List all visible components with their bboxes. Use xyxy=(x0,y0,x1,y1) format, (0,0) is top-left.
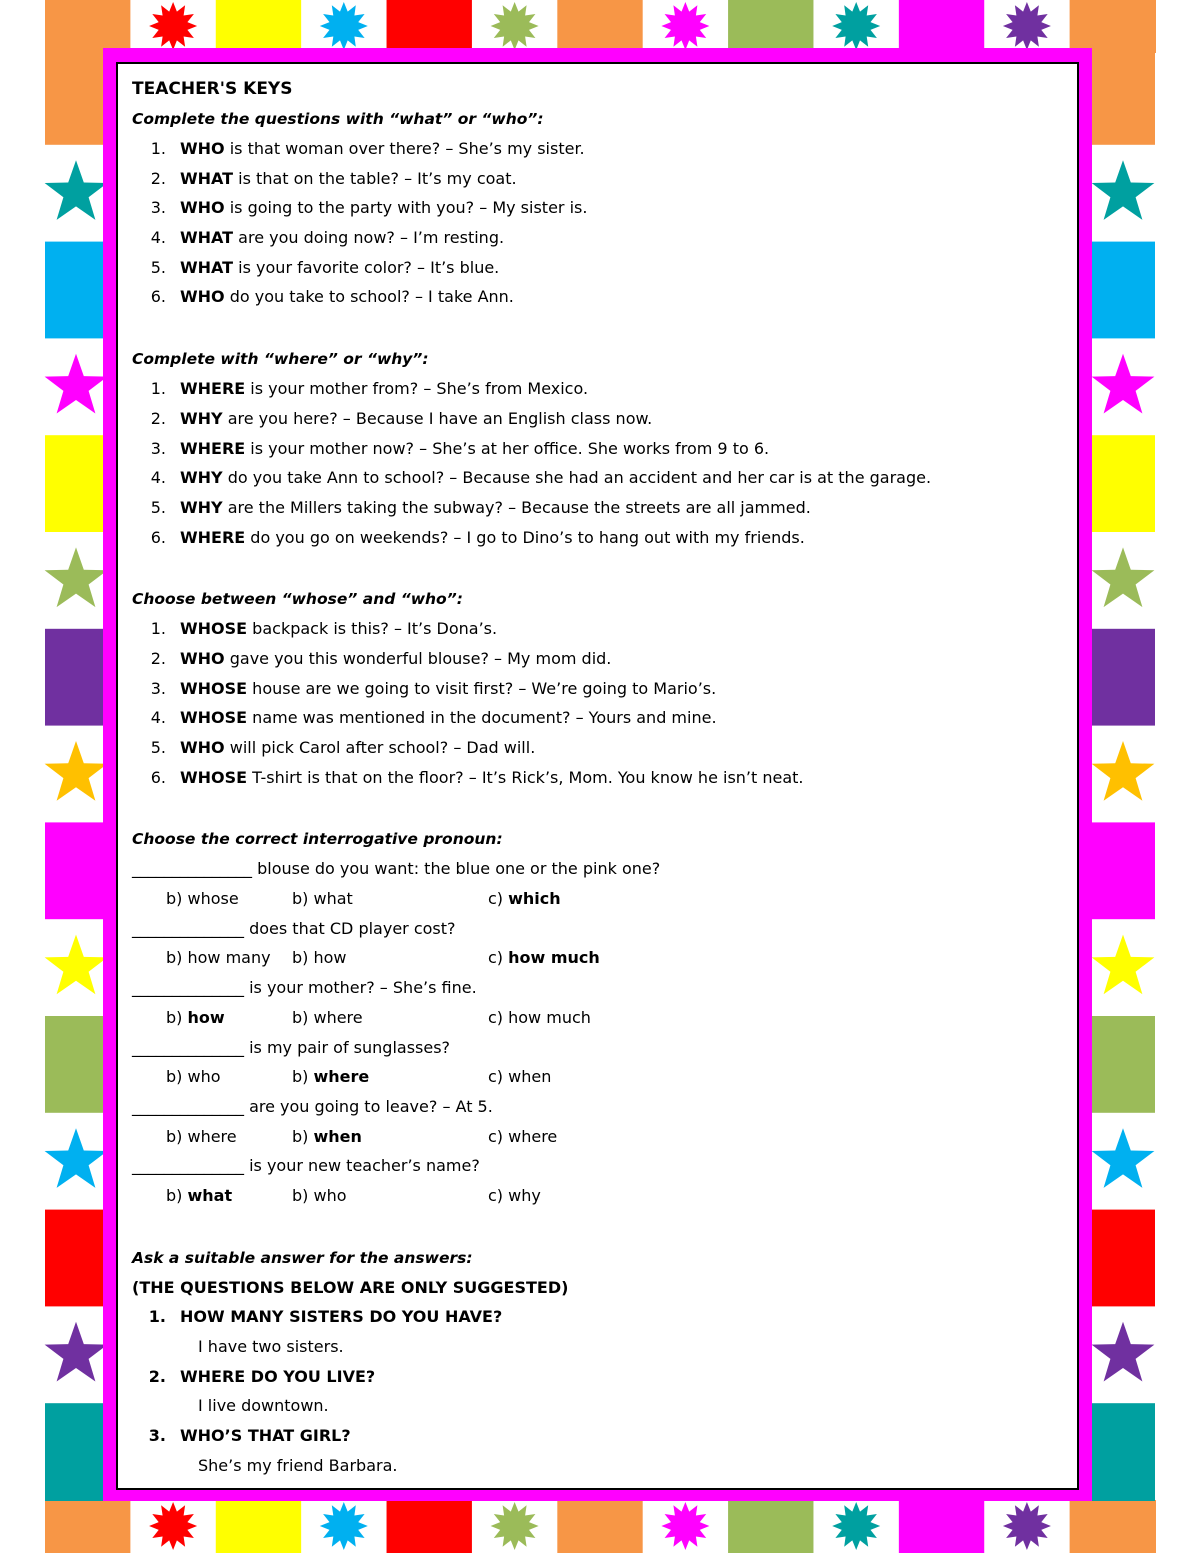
item-number: 2. xyxy=(150,408,166,428)
border-block xyxy=(387,1500,473,1553)
item-number: 2. xyxy=(150,168,166,188)
answer-word: WHAT xyxy=(180,168,234,188)
border-block xyxy=(728,0,814,53)
option-a xyxy=(132,1181,292,1211)
answer-blank: ______________ xyxy=(132,1096,244,1116)
border-block xyxy=(728,1500,814,1553)
answer-word: WHY xyxy=(180,468,223,488)
question-text: WHO’S THAT GIRL? xyxy=(180,1426,351,1446)
section2-list xyxy=(132,374,1077,552)
border-block xyxy=(45,242,108,340)
question-text: is your new teacher’s name? xyxy=(244,1156,480,1176)
item-text: is that on the table? – It’s my coat. xyxy=(233,168,517,188)
border-block xyxy=(45,822,108,920)
border-block xyxy=(1092,1403,1155,1501)
item-number: 4. xyxy=(150,228,166,248)
item-text: are you doing now? – I’m resting. xyxy=(233,228,505,248)
section3-heading: Choose between “whose” and “who”: xyxy=(132,590,463,609)
option-c xyxy=(488,1181,541,1211)
answer-word: WHO xyxy=(180,648,225,668)
answer-word: WHO xyxy=(180,139,225,158)
border-block xyxy=(1092,1016,1155,1114)
border-block xyxy=(557,1500,643,1553)
option-a-label: b) where xyxy=(166,1126,237,1146)
option-b xyxy=(292,943,488,973)
answer-blank: ______________ xyxy=(132,1156,244,1176)
item-text: T-shirt is that on the floor? – It’s Rick’s, Mom. You know he isn’t neat. xyxy=(247,767,804,787)
suggested-question xyxy=(132,1302,1077,1332)
item-number: 5. xyxy=(150,738,166,757)
item-number: 6. xyxy=(150,287,166,307)
item-text: house are we going to visit first? – We’re going to Mario’s. xyxy=(247,678,717,698)
border-block xyxy=(1092,48,1155,146)
border-block xyxy=(1092,1210,1155,1308)
section1-heading: Complete the questions with “what” or “who”: xyxy=(132,110,544,128)
list-item xyxy=(132,493,1077,523)
option-a xyxy=(132,1003,292,1033)
list-item xyxy=(132,282,1077,312)
option-b xyxy=(292,1122,488,1152)
item-number: 1. xyxy=(150,139,166,158)
options-line xyxy=(132,1122,1077,1152)
question-text: does that CD player cost? xyxy=(244,918,456,938)
item-number: 3. xyxy=(150,198,166,218)
option-b xyxy=(292,1003,488,1033)
answer-text: She’s my friend Barbara. xyxy=(198,1455,398,1475)
section3-list xyxy=(132,614,1077,792)
item-number: 1. xyxy=(150,619,166,639)
section4-list xyxy=(132,854,1077,1210)
item-text: is your mother now? – She’s at her office. She works from 9 to 6. xyxy=(245,438,770,458)
option-c-label: c) xyxy=(488,948,509,968)
option-b xyxy=(292,884,488,914)
border-block xyxy=(1070,0,1156,53)
item-number: 3. xyxy=(150,438,166,458)
item-text: is going to the party with you? – My sister is. xyxy=(224,198,588,218)
option-a-label: b) xyxy=(166,1007,188,1027)
answer-blank: ______________ xyxy=(132,918,244,938)
list-item xyxy=(132,614,1077,644)
item-number: 4. xyxy=(150,708,166,728)
option-a xyxy=(132,884,292,914)
option-b-correct: where xyxy=(313,1067,370,1087)
border-block xyxy=(216,1500,302,1553)
list-item xyxy=(132,223,1077,253)
item-number: 1. xyxy=(148,1307,166,1327)
option-c xyxy=(488,884,561,914)
question-line xyxy=(132,973,1077,1003)
list-item xyxy=(132,763,1077,793)
section4-heading: Choose the correct interrogative pronoun: xyxy=(132,830,503,849)
option-c-label: c) when xyxy=(488,1067,552,1087)
item-number: 5. xyxy=(150,257,166,277)
item-text: are you here? – Because I have an English class now. xyxy=(222,408,653,428)
list-item xyxy=(132,674,1077,704)
item-text: do you take to school? – I take Ann. xyxy=(224,287,514,307)
section5-heading: Ask a suitable answer for the answers: xyxy=(132,1248,473,1267)
answer-word: WHOSE xyxy=(180,619,248,639)
question-text: WHERE DO YOU LIVE? xyxy=(180,1366,376,1386)
option-a-correct: how xyxy=(187,1007,225,1027)
item-number: 6. xyxy=(150,527,166,547)
border-block xyxy=(1092,822,1155,920)
item-number: 6. xyxy=(150,767,166,787)
border-block xyxy=(45,1210,108,1308)
question-text: are you going to leave? – At 5. xyxy=(244,1096,493,1116)
option-b-label: b) who xyxy=(292,1185,347,1205)
question-line xyxy=(132,1151,1077,1181)
list-item xyxy=(132,134,1077,164)
option-c xyxy=(488,1003,591,1033)
border-block xyxy=(45,48,108,146)
option-a xyxy=(132,1062,292,1092)
answer-word: WHY xyxy=(180,408,223,428)
answer-word: WHERE xyxy=(180,379,246,399)
list-item xyxy=(132,404,1077,434)
answer-word: WHAT xyxy=(180,257,234,277)
item-number: 5. xyxy=(150,497,166,517)
option-a xyxy=(132,943,292,973)
border-block xyxy=(45,435,108,533)
options-line xyxy=(132,884,1077,914)
border-block xyxy=(387,0,473,53)
answer-text: I have two sisters. xyxy=(198,1337,344,1356)
answer-blank: _______________ xyxy=(132,859,252,879)
item-text: backpack is this? – It’s Dona’s. xyxy=(247,619,498,639)
option-a-label: b) how many xyxy=(166,948,271,968)
question-line xyxy=(132,914,1077,944)
option-a-label: b) who xyxy=(166,1067,221,1087)
option-c-label: c) xyxy=(488,889,509,909)
item-number: 2. xyxy=(148,1366,166,1386)
border-block xyxy=(1092,629,1155,727)
list-item xyxy=(132,164,1077,194)
item-number: 1. xyxy=(150,379,166,399)
answer-word: WHOSE xyxy=(180,767,248,787)
border-block xyxy=(1092,435,1155,533)
section5-subheading: (THE QUESTIONS BELOW ARE ONLY SUGGESTED) xyxy=(132,1277,569,1297)
option-b-correct: when xyxy=(313,1126,362,1146)
item-number: 2. xyxy=(150,648,166,668)
list-item xyxy=(132,733,1077,763)
answer-word: WHOSE xyxy=(180,678,248,698)
border-block xyxy=(899,0,985,53)
option-b-label: b) how xyxy=(292,948,347,968)
answer-word: WHO xyxy=(180,198,225,218)
list-item xyxy=(132,434,1077,464)
border-block xyxy=(45,629,108,727)
border-block xyxy=(1070,1500,1156,1553)
section1-list xyxy=(132,134,1077,312)
border-block xyxy=(899,1500,985,1553)
question-line xyxy=(132,854,1077,884)
answer-blank: ______________ xyxy=(132,1037,244,1057)
list-item xyxy=(132,193,1077,223)
page-title: TEACHER'S KEYS xyxy=(132,79,293,99)
option-c-correct: how much xyxy=(508,948,600,968)
item-text: do you go on weekends? – I go to Dino’s to hang out with my friends. xyxy=(245,527,805,547)
options-line xyxy=(132,1062,1077,1092)
answer-word: WHOSE xyxy=(180,708,248,728)
border-block xyxy=(45,1500,131,1553)
options-line xyxy=(132,1003,1077,1033)
item-number: 4. xyxy=(150,468,166,488)
item-text: are the Millers taking the subway? – Because the streets are all jammed. xyxy=(222,497,811,517)
option-c xyxy=(488,1122,557,1152)
item-text: is your mother from? – She’s from Mexico. xyxy=(245,379,589,399)
section2-heading: Complete with “where” or “why”: xyxy=(132,350,429,369)
border-block xyxy=(45,0,131,53)
item-text: is your favorite color? – It’s blue. xyxy=(233,257,500,277)
option-b-label: b) what xyxy=(292,889,353,909)
suggested-question xyxy=(132,1421,1077,1451)
border-block xyxy=(45,1016,108,1114)
border-block xyxy=(557,0,643,53)
item-text: do you take Ann to school? – Because she had an accident and her car is at the garage. xyxy=(222,468,932,488)
option-c-correct: which xyxy=(508,889,561,909)
option-c xyxy=(488,943,600,973)
option-c-label: c) where xyxy=(488,1126,558,1146)
item-text: name was mentioned in the document? – Yours and mine. xyxy=(247,708,717,728)
item-number: 3. xyxy=(148,1426,166,1446)
option-c xyxy=(488,1062,551,1092)
answer-word: WHERE xyxy=(180,527,246,547)
answer-word: WHO xyxy=(180,738,225,757)
option-a xyxy=(132,1122,292,1152)
border-block xyxy=(45,1403,108,1501)
answer-word: WHERE xyxy=(180,438,246,458)
list-item xyxy=(132,463,1077,493)
list-item xyxy=(132,644,1077,674)
option-a-correct: what xyxy=(187,1185,233,1205)
option-b xyxy=(292,1062,488,1092)
answer-word: WHY xyxy=(180,497,223,517)
answer-word: WHO xyxy=(180,287,225,307)
item-text: is that woman over there? – She’s my sister. xyxy=(224,139,585,158)
question-text: blouse do you want: the blue one or the pink one? xyxy=(252,859,661,879)
list-item xyxy=(132,374,1077,404)
answer-key-page xyxy=(116,62,1079,1490)
border-block xyxy=(1092,242,1155,340)
list-item xyxy=(132,703,1077,733)
options-line xyxy=(132,1181,1077,1211)
option-b xyxy=(292,1181,488,1211)
question-text: is your mother? – She’s fine. xyxy=(244,978,477,998)
question-text: HOW MANY SISTERS DO YOU HAVE? xyxy=(180,1307,503,1327)
option-b-label: b) where xyxy=(292,1007,363,1027)
option-a-label: b) whose xyxy=(166,889,239,909)
options-line xyxy=(132,943,1077,973)
border-block xyxy=(216,0,302,53)
answer-text: I live downtown. xyxy=(198,1396,329,1416)
list-item xyxy=(132,523,1077,553)
answer-word: WHAT xyxy=(180,228,234,248)
option-a-label: b) xyxy=(166,1185,188,1205)
option-c-label: c) why xyxy=(488,1185,541,1205)
question-line xyxy=(132,1092,1077,1122)
question-text: is my pair of sunglasses? xyxy=(244,1037,451,1057)
list-item xyxy=(132,253,1077,283)
item-number: 3. xyxy=(150,678,166,698)
option-b-label: b) xyxy=(292,1067,314,1087)
item-text: will pick Carol after school? – Dad will. xyxy=(224,738,536,757)
suggested-question xyxy=(132,1362,1077,1392)
section5-list xyxy=(132,1302,1077,1480)
answer-blank: ______________ xyxy=(132,978,244,998)
option-b-label: b) xyxy=(292,1126,314,1146)
option-c-label: c) how much xyxy=(488,1007,591,1027)
question-line xyxy=(132,1033,1077,1063)
item-text: gave you this wonderful blouse? – My mom did. xyxy=(224,648,612,668)
